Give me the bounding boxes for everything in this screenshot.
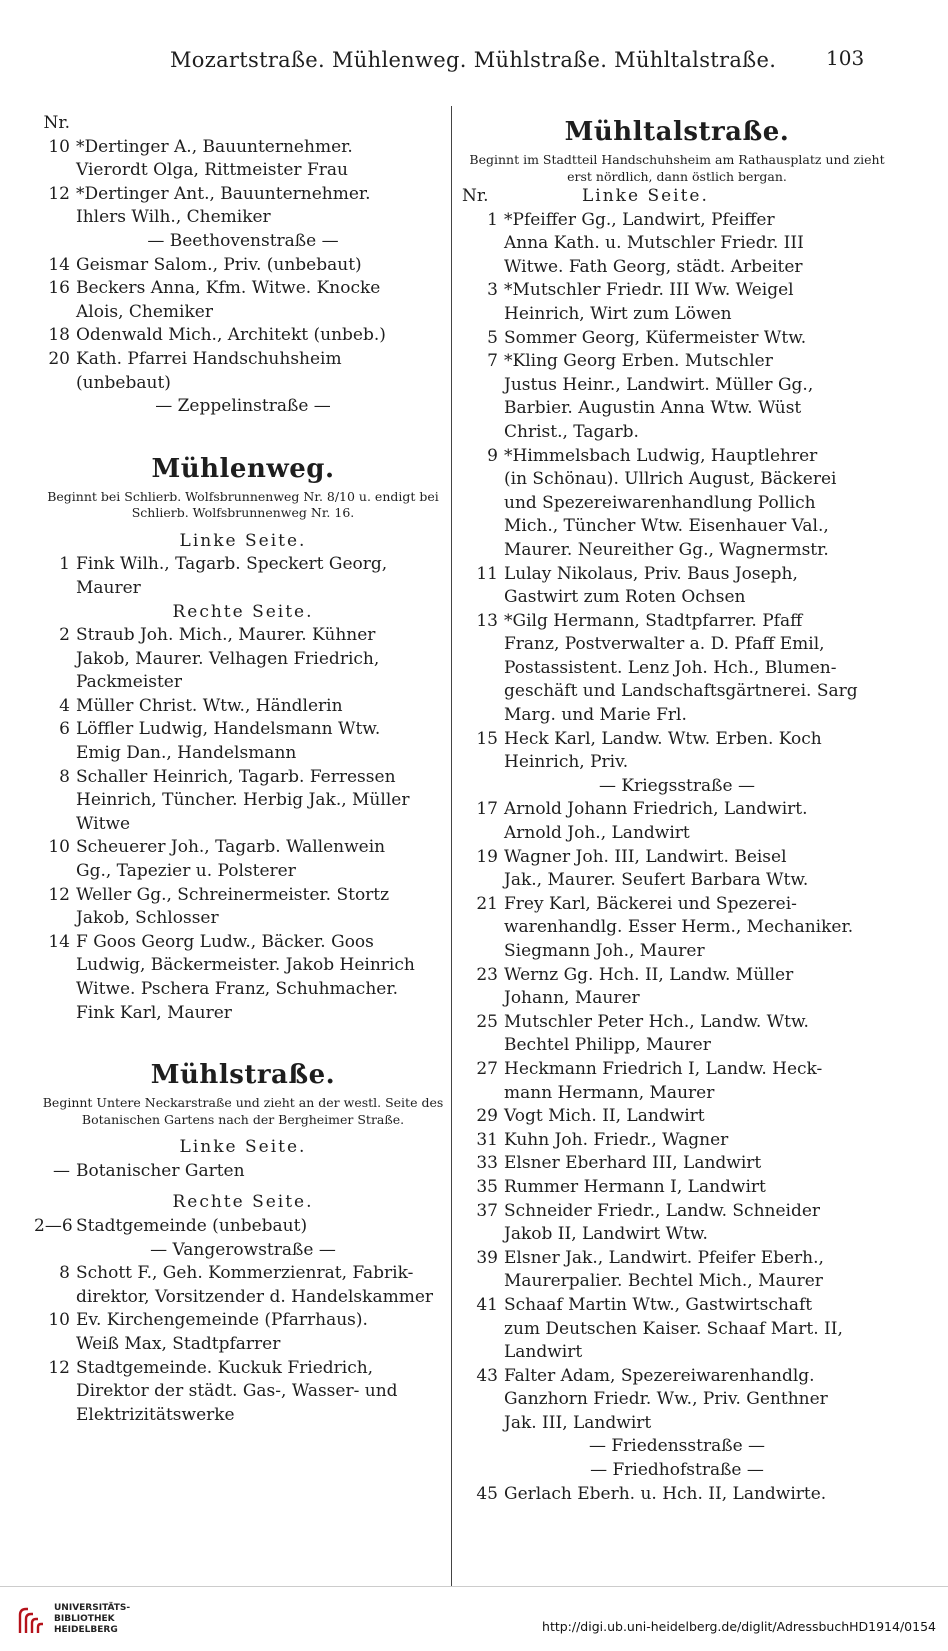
resident-text: Alois, Chemiker [76, 301, 213, 322]
resident-text: *Dertinger A., Bauunternehmer. [76, 136, 353, 157]
entry-continuation [34, 671, 452, 695]
house-number: Nr. [43, 113, 70, 133]
resident-text: Scheuerer Joh., Tagarb. Wallenwein [76, 837, 386, 858]
cross-street: — Friedhofstraße — [590, 1460, 764, 1481]
street-description: Beginnt Untere Neckarstraße und zieht an der westl. Seite des Botanischen Gartens nach der Bergheimer Straße. [42, 1095, 444, 1127]
address-entry [462, 1129, 892, 1153]
house-number: 14 [48, 254, 70, 275]
resident-text: Fink Karl, Maurer [76, 1002, 232, 1023]
resident-text: Jakob, Maurer. Velhagen Friedrich, [76, 648, 380, 669]
resident-text: Kuhn Joh. Friedr., Wagner [504, 1129, 729, 1150]
resident-text: Witwe. Fath Georg, städt. Arbeiter [504, 256, 803, 277]
resident-text: Schaaf Martin Wtw., Gastwirtschaft [504, 1294, 813, 1315]
cross-street: — Zeppelinstraße — [155, 396, 331, 417]
house-number: 6 [59, 719, 70, 740]
entry-continuation [462, 586, 892, 610]
right-column [462, 112, 892, 1506]
resident-text: Arnold Johann Friedrich, Landwirt. [504, 799, 808, 820]
spacer [34, 522, 452, 530]
resident-text: *Mutschler Friedr. III Ww. Weigel [504, 280, 794, 301]
resident-text: warenhandlg. Esser Herm., Mechaniker. [504, 917, 854, 938]
resident-text: Fink Wilh., Tagarb. Speckert Georg, [76, 554, 388, 575]
house-number: 16 [48, 278, 70, 299]
resident-text: Beckers Anna, Kfm. Witwe. Knocke [76, 278, 381, 299]
resident-text: Heckmann Friedrich I, Landw. Heck- [504, 1058, 823, 1079]
resident-text: Maurer. Neureither Gg., Wagnermstr. [504, 539, 829, 560]
resident-text: Sommer Georg, Küfermeister Wtw. [504, 327, 807, 348]
entry-continuation [462, 633, 892, 657]
entry-continuation [462, 1034, 892, 1058]
entry-continuation [462, 940, 892, 964]
address-entry [462, 279, 892, 303]
resident-text: Maurerpalier. Bechtel Mich., Maurer [504, 1271, 823, 1292]
street-heading: Mühlenweg. [151, 453, 335, 484]
address-entry [462, 1011, 892, 1035]
address-entry [34, 931, 452, 955]
left-column [34, 112, 452, 1427]
address-entry [34, 1160, 452, 1184]
house-number: 8 [59, 1263, 70, 1284]
entry-continuation [34, 954, 452, 978]
house-number: 43 [476, 1365, 498, 1386]
resident-text: Gerlach Eberh. u. Hch. II, Landwirte. [504, 1483, 827, 1504]
resident-text: Mich., Tüncher Wtw. Eisenhauer Val., [504, 516, 829, 537]
address-entry [462, 1247, 892, 1271]
resident-text: Heinrich, Tüncher. Herbig Jak., Müller [76, 790, 410, 811]
house-number: 12 [48, 884, 70, 905]
resident-text: Schott F., Geh. Kommerzienrat, Fabrik- [76, 1263, 414, 1284]
spacer [34, 1025, 452, 1055]
address-entry [34, 884, 452, 908]
library-logo-icon [14, 1603, 50, 1639]
resident-text: Marg. und Marie Frl. [504, 705, 687, 726]
house-number: 33 [476, 1153, 498, 1174]
resident-text: *Gilg Hermann, Stadtpfarrer. Pfaff [504, 610, 803, 631]
street-heading: Mühlstraße. [150, 1060, 336, 1091]
resident-text: mann Hermann, Maurer [504, 1082, 715, 1103]
house-number: 14 [48, 931, 70, 952]
resident-text: Wagner Joh. III, Landwirt. Beisel [504, 846, 787, 867]
entry-continuation [462, 232, 892, 256]
library-logo-text [54, 1603, 130, 1636]
entry-continuation [462, 421, 892, 445]
resident-text: Wernz Gg. Hch. II, Landw. Müller [504, 964, 794, 985]
address-entry [462, 964, 892, 988]
address-entry [34, 1262, 452, 1286]
entry-continuation [462, 1270, 892, 1294]
house-number: 37 [476, 1200, 498, 1221]
resident-text: Barbier. Augustin Anna Wtw. Wüst [504, 398, 802, 419]
entry-continuation [462, 987, 892, 1011]
resident-text: Straub Joh. Mich., Maurer. Kühner [76, 625, 376, 646]
house-number: 10 [48, 1310, 70, 1331]
address-entry [34, 348, 452, 372]
logo-line: BIBLIOTHEK [54, 1614, 115, 1624]
resident-text: direktor, Vorsitzender d. Handelskammer [76, 1286, 434, 1307]
resident-text: Elsner Eberhard III, Landwirt [504, 1153, 762, 1174]
house-number: 12 [48, 1357, 70, 1378]
resident-text: (unbebaut) [76, 372, 171, 393]
entry-continuation [34, 742, 452, 766]
resident-text: Heinrich, Wirt zum Löwen [504, 303, 732, 324]
footer-bar [0, 1586, 948, 1651]
resident-text: Schneider Friedr., Landw. Schneider [504, 1200, 821, 1221]
address-entry [462, 1152, 892, 1176]
resident-text: Löffler Ludwig, Handelsmann Wtw. [76, 719, 381, 740]
resident-text: *Pfeiffer Gg., Landwirt, Pfeiffer [504, 209, 775, 230]
resident-text: Kath. Pfarrei Handschuhsheim [76, 348, 342, 369]
house-number: 25 [476, 1011, 498, 1032]
address-entry [34, 718, 452, 742]
address-entry [462, 846, 892, 870]
entry-continuation [462, 916, 892, 940]
resident-text: Lulay Nikolaus, Priv. Baus Joseph, [504, 563, 798, 584]
address-entry [462, 1483, 892, 1507]
resident-text: Jakob II, Landwirt Wtw. [504, 1224, 708, 1245]
address-entry [34, 254, 452, 278]
street-description: Beginnt im Stadtteil Handschuhsheim am Rathausplatz und zieht erst nördlich, dann östlich bergan. [469, 152, 885, 184]
resident-text: Jakob, Schlosser [76, 908, 219, 929]
address-entry [34, 695, 452, 719]
entry-continuation [462, 1341, 892, 1365]
house-number: 19 [476, 846, 498, 867]
resident-text: *Himmelsbach Ludwig, Hauptlehrer [504, 445, 818, 466]
resident-text: *Kling Georg Erben. Mutschler [504, 351, 773, 372]
house-number: 8 [59, 766, 70, 787]
entry-continuation [462, 704, 892, 728]
house-number: 23 [476, 964, 498, 985]
spacer [34, 419, 452, 449]
resident-text: Schaller Heinrich, Tagarb. Ferressen [76, 766, 396, 787]
house-number: 31 [476, 1129, 498, 1150]
cross-street: — Kriegsstraße — [599, 775, 755, 796]
address-entry [34, 136, 452, 160]
entry-continuation [462, 1223, 892, 1247]
resident-text: Witwe [76, 813, 131, 834]
address-entry [462, 1200, 892, 1224]
address-entry [462, 798, 892, 822]
resident-text: Ev. Kirchengemeinde (Pfarrhaus). [76, 1310, 368, 1331]
street-heading: Mühltalstraße. [564, 117, 790, 147]
entry-continuation [462, 468, 892, 492]
entry-continuation [462, 869, 892, 893]
address-entry [462, 445, 892, 469]
entry-continuation [34, 301, 452, 325]
resident-text: Müller Christ. Wtw., Händlerin [76, 695, 343, 716]
side-label: Linke Seite. [582, 186, 709, 206]
cross-street: — Beethovenstraße — [147, 230, 339, 251]
page-title: Mozartstraße. Mühlenweg. Mühlstraße. Mühltalstraße. [170, 48, 777, 72]
resident-text: Direktor der städt. Gas-, Wasser- und [76, 1381, 398, 1402]
resident-text: Weller Gg., Schreinermeister. Stortz [76, 884, 390, 905]
side-label: Rechte Seite. [172, 601, 314, 622]
entry-continuation [34, 1286, 452, 1310]
house-number: 15 [476, 728, 498, 749]
house-number: 45 [476, 1483, 498, 1504]
house-number: 10 [48, 136, 70, 157]
resident-text: F Goos Georg Ludw., Bäcker. Goos [76, 931, 374, 952]
resident-text: Justus Heinr., Landwirt. Müller Gg., [504, 374, 814, 395]
resident-text: Ganzhorn Friedr. Ww., Priv. Genthner [504, 1389, 828, 1410]
house-number: 1 [59, 554, 70, 575]
resident-text: Odenwald Mich., Architekt (unbeb.) [76, 325, 386, 346]
entry-continuation [34, 978, 452, 1002]
address-entry [34, 183, 452, 207]
address-entry [34, 766, 452, 790]
resident-text: Emig Dan., Handelsmann [76, 743, 297, 764]
address-entry [34, 836, 452, 860]
cross-street: — Friedensstraße — [588, 1436, 766, 1457]
resident-text: Maurer [76, 577, 141, 598]
resident-text: *Dertinger Ant., Bauunternehmer. [76, 183, 371, 204]
resident-text: zum Deutschen Kaiser. Schaaf Mart. II, [504, 1318, 843, 1339]
house-number: 20 [48, 348, 70, 369]
resident-text: und Spezereiwarenhandlung Pollich [504, 492, 816, 513]
address-entry [462, 350, 892, 374]
house-number: 10 [48, 837, 70, 858]
entry-continuation [462, 397, 892, 421]
entry-continuation [462, 822, 892, 846]
address-entry [34, 324, 452, 348]
resident-text: Stadtgemeinde (unbebaut) [76, 1215, 308, 1236]
address-entry [34, 553, 452, 577]
address-entry [462, 327, 892, 351]
house-number: 35 [476, 1176, 498, 1197]
resident-text: Weiß Max, Stadtpfarrer [76, 1333, 281, 1354]
resident-text: Geismar Salom., Priv. (unbebaut) [76, 254, 362, 275]
entry-continuation [462, 680, 892, 704]
entry-continuation [34, 206, 452, 230]
resident-text: Jak., Maurer. Seufert Barbara Wtw. [504, 870, 809, 891]
entry-continuation [462, 751, 892, 775]
resident-text: Bechtel Philipp, Maurer [504, 1035, 711, 1056]
house-number: 7 [487, 351, 498, 372]
address-entry [462, 1365, 892, 1389]
running-header [0, 46, 948, 82]
street-description: Beginnt bei Schlierb. Wolfsbrunnenweg Nr. 8/10 u. endigt bei Schlierb. Wolfsbrunnenweg Nr. 16. [47, 488, 439, 521]
resident-text: Gastwirt zum Roten Ochsen [504, 587, 746, 608]
resident-text: Christ., Tagarb. [504, 421, 639, 442]
resident-text: Elsner Jak., Landwirt. Pfeifer Eberh., [504, 1247, 824, 1268]
entry-continuation [462, 303, 892, 327]
side-header-row [462, 185, 892, 209]
address-entry [462, 1105, 892, 1129]
entry-continuation [462, 374, 892, 398]
house-number: 29 [476, 1106, 498, 1127]
resident-text: Anna Kath. u. Mutschler Friedr. III [504, 233, 804, 254]
spacer [34, 1128, 452, 1136]
house-number: 41 [476, 1294, 498, 1315]
resident-text: Botanischer Garten [76, 1160, 245, 1181]
house-number: 18 [48, 325, 70, 346]
house-number: 9 [487, 445, 498, 466]
house-number: 5 [487, 327, 498, 348]
address-entry [34, 112, 452, 136]
resident-text: Heck Karl, Landw. Wtw. Erben. Koch [504, 728, 822, 749]
entry-continuation [462, 1318, 892, 1342]
logo-line: UNIVERSITÄTS- [54, 1603, 131, 1613]
resident-text: Johann, Maurer [504, 988, 640, 1009]
address-entry [462, 1058, 892, 1082]
resident-text: Arnold Joh., Landwirt [504, 823, 690, 844]
address-entry [34, 1357, 452, 1381]
address-entry [34, 624, 452, 648]
address-entry [34, 1309, 452, 1333]
resident-text: Falter Adam, Spezereiwarenhandlg. [504, 1365, 815, 1386]
side-label: Rechte Seite. [172, 1192, 314, 1213]
entry-continuation [34, 1380, 452, 1404]
address-entry [462, 1176, 892, 1200]
resident-text: Landwirt [504, 1342, 583, 1363]
entry-continuation [34, 789, 452, 813]
side-label: Linke Seite. [179, 1137, 307, 1158]
source-url-link[interactable]: http://digi.ub.uni-heidelberg.de/diglit/AdressbuchHD1914/0154 [542, 1619, 936, 1634]
entry-continuation [34, 1002, 452, 1026]
house-number: 4 [59, 695, 70, 716]
entry-continuation [34, 1404, 452, 1428]
address-entry [34, 277, 452, 301]
number-header: Nr. [462, 186, 489, 206]
resident-text: Vogt Mich. II, Landwirt [504, 1106, 705, 1127]
address-entry [462, 728, 892, 752]
resident-text: Ludwig, Bäckermeister. Jakob Heinrich [76, 955, 415, 976]
page-number: 103 [826, 46, 865, 70]
side-label: Linke Seite. [179, 530, 307, 551]
address-entry [462, 610, 892, 634]
resident-text: Ihlers Wilh., Chemiker [76, 207, 271, 228]
resident-text: Rummer Hermann I, Landwirt [504, 1176, 766, 1197]
house-number: 2—6 [34, 1215, 73, 1236]
address-entry [462, 209, 892, 233]
resident-text: Siegmann Joh., Maurer [504, 941, 705, 961]
house-number: — [53, 1160, 70, 1181]
address-entry [462, 563, 892, 587]
entry-continuation [462, 1412, 892, 1436]
house-number: 2 [59, 625, 70, 646]
entry-continuation [34, 577, 452, 601]
entry-continuation [462, 492, 892, 516]
entry-continuation [34, 648, 452, 672]
resident-text: Jak. III, Landwirt [504, 1412, 652, 1433]
resident-text: (in Schönau). Ullrich August, Bäckerei [504, 469, 837, 490]
house-number: 27 [476, 1058, 498, 1079]
entry-continuation [462, 1082, 892, 1106]
logo-line: HEIDELBERG [54, 1625, 118, 1635]
address-entry [34, 1215, 452, 1239]
entry-continuation [462, 256, 892, 280]
house-number: 3 [487, 280, 498, 301]
resident-text: Mutschler Peter Hch., Landw. Wtw. [504, 1011, 809, 1032]
entry-continuation [34, 1333, 452, 1357]
resident-text: Heinrich, Priv. [504, 752, 629, 773]
entry-continuation [34, 159, 452, 183]
resident-text: Franz, Postverwalter a. D. Pfaff Emil, [504, 634, 825, 655]
resident-text: Frey Karl, Bäckerei und Spezerei- [504, 893, 797, 914]
house-number: 39 [476, 1247, 498, 1268]
resident-text: Stadtgemeinde. Kuckuk Friedrich, [76, 1357, 374, 1378]
resident-text: geschäft und Landschaftsgärtnerei. Sarg [504, 681, 858, 702]
house-number: 1 [487, 209, 498, 230]
resident-text: Elektrizitätswerke [76, 1404, 235, 1425]
entry-continuation [462, 1388, 892, 1412]
house-number: 13 [476, 610, 498, 631]
resident-text: Packmeister [76, 672, 182, 693]
entry-continuation [34, 813, 452, 837]
resident-text: Vierordt Olga, Rittmeister Frau [76, 160, 348, 181]
resident-text: Witwe. Pschera Franz, Schuhmacher. [76, 979, 398, 999]
entry-continuation [462, 539, 892, 563]
entry-continuation [462, 657, 892, 681]
entry-continuation [34, 372, 452, 396]
entry-continuation [34, 860, 452, 884]
entry-continuation [462, 515, 892, 539]
house-number: 21 [476, 893, 498, 914]
resident-text: Gg., Tapezier u. Polsterer [76, 861, 296, 882]
house-number: 12 [48, 183, 70, 204]
spacer [34, 1183, 452, 1191]
entry-continuation [34, 907, 452, 931]
cross-street: — Vangerowstraße — [150, 1239, 336, 1260]
resident-text: Postassistent. Lenz Joh. Hch., Blumen- [504, 657, 837, 678]
address-entry [462, 893, 892, 917]
address-entry [462, 1294, 892, 1318]
house-number: 11 [476, 563, 498, 584]
house-number: 17 [476, 799, 498, 820]
